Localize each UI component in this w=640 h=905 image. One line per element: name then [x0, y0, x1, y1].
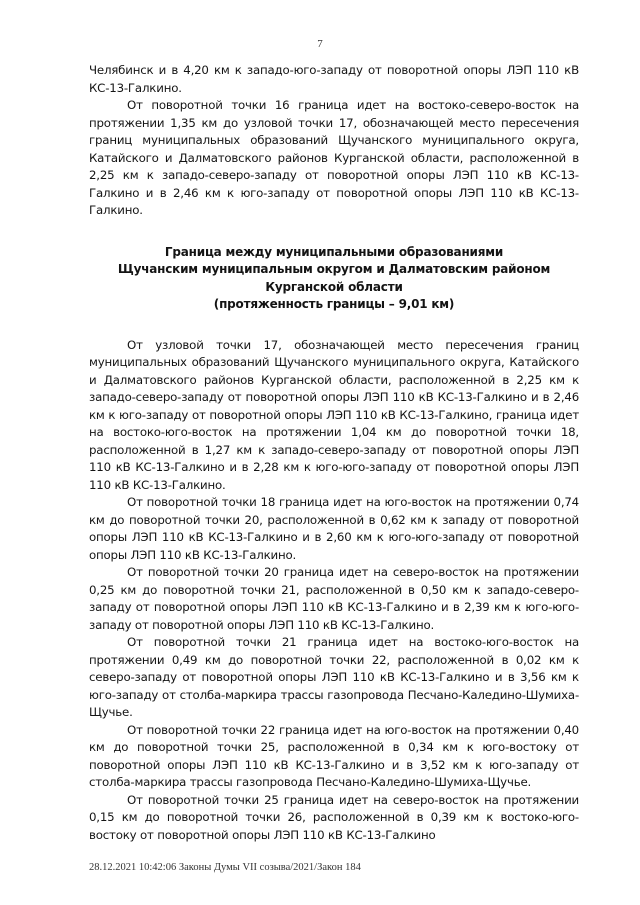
page-number: 7: [317, 38, 323, 50]
heading-line: Курганской области: [265, 279, 403, 294]
heading-line: (протяженность границы – 9,01 км): [213, 297, 455, 311]
paragraph: Челябинск и в 4,20 км к западо-юго-западу от поворотной опоры ЛЭП 110 кВ КС-13-Галкино.: [89, 63, 579, 95]
heading-line: Щучанским муниципальным округом и Далматовским районом: [117, 262, 551, 276]
document-body: [89, 62, 579, 844]
paragraph: От поворотной точки 25 граница идет на северо-восток на протяжении 0,15 км до поворотной точки 26, расположенной в 0,39 км к востоко-юго-востоку от поворотной опоры ЛЭП 110 кВ КС-13-Галкино: [89, 792, 579, 842]
paragraph: От поворотной точки 18 граница идет на юго-восток на протяжении 0,74 км до поворотной точки 20, расположенной в 0,62 км к западу от поворотной опоры ЛЭП 110 кВ КС-13-Галкино и в 2,60 км к юго-юго-западу от поворотной опоры ЛЭП 110 кВ КС-13-Галкино.: [89, 495, 579, 562]
section-heading: [89, 244, 579, 314]
paragraph: От узловой точки 17, обозначающей место пересечения границ муниципальных образований Щучанского муниципального округа, Катайского и Далматовского районов Курганской области, расположенной в 2,25 км к западо-северо-западу от поворотной опоры ЛЭП 110 кВ КС-13-Галкино и в 2,46 км к юго-западу от поворотной опоры ЛЭП 110 кВ КС-13-Галкино, граница идет на востоко-юго-восток на протяжении 1,04 км до поворотной точки 18, расположенной в 1,27 км к западо-северо-западу от поворотной опоры ЛЭП 110 кВ КС-13-Галкино и в 2,28 км к юго-юго-западу от поворотной опоры ЛЭП 110 кВ КС-13-Галкино.: [89, 337, 579, 492]
paragraph: От поворотной точки 22 граница идет на юго-восток на протяжении 0,40 км до поворотной точки 25, расположенной в 0,34 км к юго-востоку от поворотной опоры ЛЭП 110 кВ КС-13-Галкино и в 3,52 км к юго-западу от столба-маркира трассы газопровода Песчано-Каледино-Шумиха-Щучье.: [89, 722, 579, 789]
paragraph: От поворотной точки 16 граница идет на востоко-северо-восток на протяжении 1,35 км до узловой точки 17, обозначающей место пересечения границ муниципальных образований Щучанского муниципального округа, Катайского и Далматовского районов Курганской области, расположенной в 2,25 км к западо-северо-западу от поворотной опоры ЛЭП 110 кВ КС-13-Галкино и в 2,46 км к юго-западу от поворотной опоры ЛЭП 110 кВ КС-13-Галкино.: [89, 98, 579, 217]
heading-line: Граница между муниципальными образованиями: [164, 244, 504, 259]
document-footer: 28.12.2021 10:42:06 Законы Думы VII созыва/2021/Закон 184: [89, 862, 361, 873]
paragraph: От поворотной точки 21 граница идет на востоко-юго-восток на протяжении 0,49 км до поворотной точки 22, расположенной в 0,02 км к северо-западу от поворотной опоры ЛЭП 110 кВ КС-13-Галкино и в 3,56 км к юго-западу от столба-маркира трассы газопровода Песчано-Каледино-Шумиха-Щучье.: [89, 635, 579, 719]
paragraph: От поворотной точки 20 граница идет на северо-восток на протяжении 0,25 км до поворотной точки 21, расположенной в 0,50 км к западо-северо-западу от поворотной опоры ЛЭП 110 кВ КС-13-Галкино и в 2,39 км к юго-юго-западу от поворотной опоры ЛЭП 110 кВ КС-13-Галкино.: [89, 565, 579, 632]
